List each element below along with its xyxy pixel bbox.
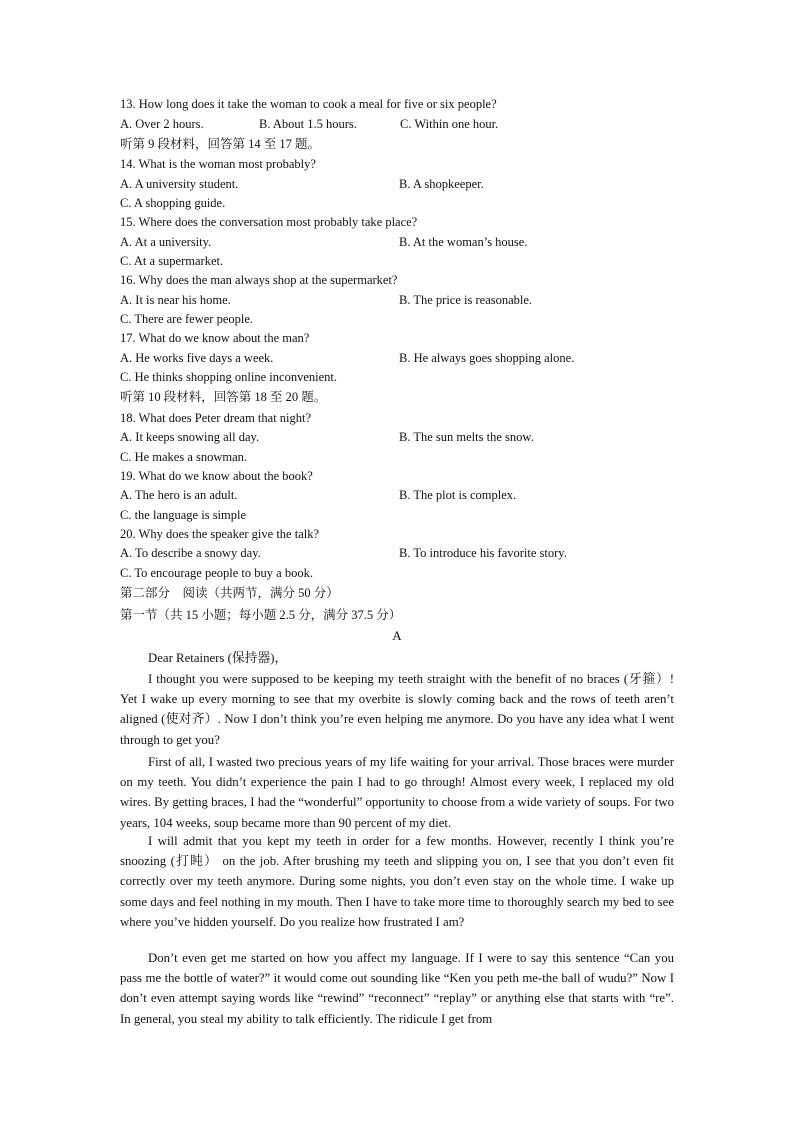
- question-17: 17. What do we know about the man?: [120, 331, 310, 345]
- q15-option-b: B. At the woman’s house.: [399, 235, 528, 249]
- q14-option-c: C. A shopping guide.: [120, 196, 226, 210]
- q18-option-c: C. He makes a snowman.: [120, 450, 248, 464]
- q16-option-a: A. It is near his home.: [120, 293, 231, 307]
- q14-option-b: B. A shopkeeper.: [399, 177, 484, 191]
- q17-option-a: A. He works five days a week.: [120, 351, 274, 365]
- question-14: 14. What is the woman most probably?: [120, 157, 316, 171]
- passage-paragraph-4: Don’t even get me started on how you affect my language. If I were to say this sentence “Can you pass me the bottle of water?” it would come out sounding like “Ken you peth me-the ball of wudu?” Now I don’t even attempt saying words like “rewind” “reconnect” “replay” or anything else that starts with “re”. In general, you steal my ability to talk efficiently. The ridicule I get from: [120, 951, 674, 1026]
- passage-paragraph-3: I will admit that you kept my teeth in order for a few months. However, recently I think you’re snoozing (打盹） on the job. After brushing my teeth and slipping you on, I see that you don’t even fit correctly over my teeth anymore. During some nights, you don’t even stay on the whole time. I wake up some days and feel nothing in my mouth. Then I have to take more time to thoroughly search my bed to see where you’ve hidden yourself. Do you realize how frustrated I am?: [120, 834, 674, 929]
- q20-option-b: B. To introduce his favorite story.: [399, 546, 567, 560]
- q19-option-c: C. the language is simple: [120, 508, 247, 522]
- question-18: 18. What does Peter dream that night?: [120, 411, 312, 425]
- q13-option-b: B. About 1.5 hours.: [259, 117, 357, 131]
- section-10-instruction: 听第 10 段材料，回答第 18 至 20 题。: [120, 390, 327, 404]
- q17-option-b: B. He always goes shopping alone.: [399, 351, 575, 365]
- question-15: 15. Where does the conversation most probably take place?: [120, 215, 418, 229]
- q19-option-a: A. The hero is an adult.: [120, 488, 238, 502]
- q17-option-c: C. He thinks shopping online inconvenient.: [120, 370, 337, 384]
- q20-option-c: C. To encourage people to buy a book.: [120, 566, 313, 580]
- passage-label: A: [392, 628, 402, 643]
- q15-option-a: A. At a university.: [120, 235, 212, 249]
- q20-option-a: A. To describe a snowy day.: [120, 546, 261, 560]
- q19-option-b: B. The plot is complex.: [399, 488, 517, 502]
- q13-option-c: C. Within one hour.: [400, 117, 499, 131]
- q15-option-c: C. At a supermarket.: [120, 254, 224, 268]
- passage-paragraph-1: I thought you were supposed to be keeping my teeth straight with the benefit of no braces (牙箍）! Yet I wake up every morning to see that my overbite is slowly coming back and the rows of teeth aren’t aligned (使对齐）. Now I don’t think you’re even helping me anymore. Do you have any idea what I went through to get you?: [120, 672, 674, 747]
- question-19: 19. What do we know about the book?: [120, 469, 313, 483]
- q16-option-c: C. There are fewer people.: [120, 312, 254, 326]
- q14-option-a: A. A university student.: [120, 177, 239, 191]
- question-13: 13. How long does it take the woman to cook a meal for five or six people?: [120, 97, 497, 111]
- q18-option-b: B. The sun melts the snow.: [399, 430, 534, 444]
- section-9-instruction: 听第 9 段材料，回答第 14 至 17 题。: [120, 137, 321, 151]
- passage-paragraph-2: First of all, I wasted two precious years of my life waiting for your arrival. Those braces were murder on my teeth. You didn’t experience the pain I had to go through! Almost every week, I replaced my old wires. By getting braces, I had the “wonderful” opportunity to choose from a wide variety of soups. For two years, 104 weeks, soup became more than 90 percent of my diet.: [120, 755, 674, 830]
- q16-option-b: B. The price is reasonable.: [399, 293, 533, 307]
- letter-salutation: Dear Retainers (保持器)，: [148, 651, 288, 665]
- part-2-heading: 第二部分 阅读（共两节，满分 50 分）: [120, 586, 339, 600]
- part-2-section-1-heading: 第一节（共 15 小题；每小题 2.5 分，满分 37.5 分）: [120, 608, 402, 622]
- question-16: 16. Why does the man always shop at the supermarket?: [120, 273, 398, 287]
- question-20: 20. Why does the speaker give the talk?: [120, 527, 320, 541]
- q18-option-a: A. It keeps snowing all day.: [120, 430, 260, 444]
- q13-option-a: A. Over 2 hours.: [120, 117, 204, 131]
